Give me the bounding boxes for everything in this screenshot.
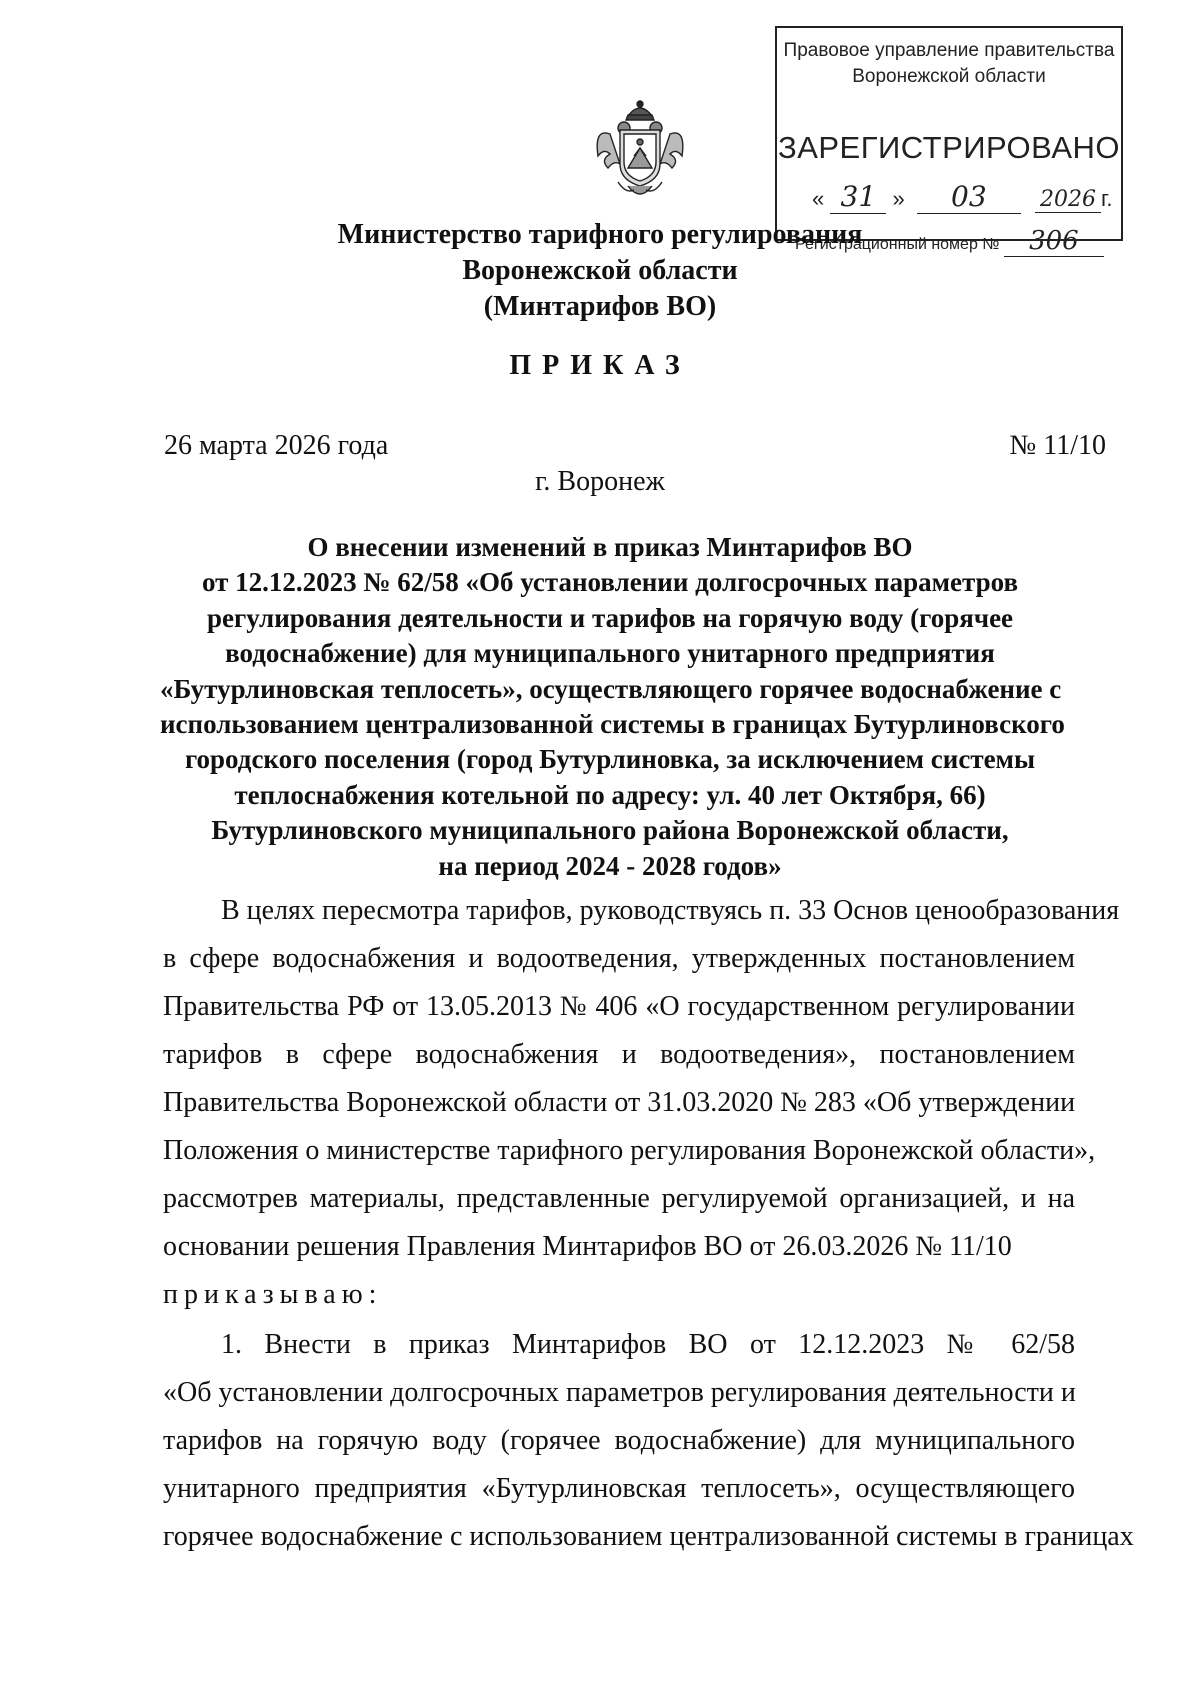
title-line: регулирования деятельности и тарифов на горячую воду (горячее <box>206 602 1014 633</box>
body-line: в сфере водоснабжения и водоотведения, утвержденных постановлением <box>163 943 1075 974</box>
title-line: использованием централизованной системы в границах Бутурлиновского <box>160 709 1065 740</box>
stamp-date-year-suffix: г. <box>1101 186 1113 211</box>
ministry-name: Министерство тарифного регулирования <box>337 219 863 250</box>
title-line: Бутурлиновского муниципального района Воронежской области, <box>211 815 1009 846</box>
stamp-date-day: 31 <box>830 180 886 214</box>
stamp-department-line-1: Правовое управление правительства <box>783 40 1115 61</box>
document-type: ПРИКАЗ <box>509 350 691 381</box>
body-line: основании решения Правления Минтарифов ВО от 26.03.2026 № 11/10 <box>163 1231 1012 1262</box>
body-line: «Об установлении долгосрочных параметров регулирования деятельности и <box>163 1377 1076 1408</box>
stamp-date-close-quote: » <box>892 186 905 211</box>
title-line: водоснабжение) для муниципального унитарного предприятия <box>225 638 995 669</box>
body-line: Правительства Воронежской области от 31.03.2020 № 283 «Об утверждении <box>163 1087 1076 1118</box>
voronezh-coat-of-arms-icon <box>590 98 690 206</box>
title-line: городского поселения (город Бутурлиновка, за исключением системы <box>184 744 1036 775</box>
title-line: О внесении изменений в приказ Минтарифов ВО <box>307 532 913 562</box>
stamp-date <box>812 180 1112 214</box>
stamp-date-year: 2026 <box>1035 187 1101 213</box>
body-line: унитарного предприятия «Бутурлиновская теплосеть», осуществляющего <box>163 1473 1075 1504</box>
document-number: № 11/10 <box>1009 430 1106 461</box>
stamp-number-value: 306 <box>1004 226 1104 257</box>
document-date: 26 марта 2026 года <box>164 430 389 461</box>
body-line: рассмотрев материалы, представленные регулируемой организацией, и на <box>163 1183 1075 1214</box>
stamp-date-open-quote: « <box>812 186 825 211</box>
document-title <box>160 530 1065 884</box>
stamp-department <box>777 38 1121 90</box>
body-line: тарифов на горячую воду (горячее водоснабжение) для муниципального <box>163 1425 1075 1456</box>
ministry-short-name: (Минтарифов ВО) <box>483 291 717 322</box>
body-line: горячее водоснабжение с использованием централизованной системы в границах <box>163 1521 1134 1552</box>
order-verb: приказываю: <box>163 1279 383 1310</box>
stamp-number-label: Регистрационный номер № <box>795 236 1000 253</box>
stamp-registered-label: ЗАРЕГИСТРИРОВАНО <box>777 130 1120 165</box>
body-line: 1. Внести в приказ Минтарифов ВО от 12.12.2023 № 62/58 <box>221 1329 1075 1360</box>
title-line: теплоснабжения котельной по адресу: ул. 40 лет Октября, 66) <box>234 779 986 810</box>
stamp-department-line-2: Воронежской области <box>852 66 1046 87</box>
title-line: «Бутурлиновская теплосеть», осуществляющего горячее водоснабжение с <box>160 673 1062 704</box>
body-line: тарифов в сфере водоснабжения и водоотведения», постановлением <box>163 1039 1075 1070</box>
registration-stamp <box>775 26 1123 256</box>
title-line: на период 2024 - 2028 годов» <box>438 850 782 881</box>
body-line: Положения о министерстве тарифного регулирования Воронежской области», <box>163 1135 1096 1166</box>
body-line: Правительства РФ от 13.05.2013 № 406 «О государственном регулировании <box>163 991 1075 1022</box>
title-line: от 12.12.2023 № 62/58 «Об установлении долгосрочных параметров <box>201 567 1019 598</box>
stamp-date-month: 03 <box>917 180 1021 214</box>
document-city: г. Воронеж <box>535 466 665 497</box>
body-line: В целях пересмотра тарифов, руководствуясь п. 33 Основ ценообразования <box>221 895 1120 926</box>
ministry-region: Воронежской области <box>462 255 738 286</box>
